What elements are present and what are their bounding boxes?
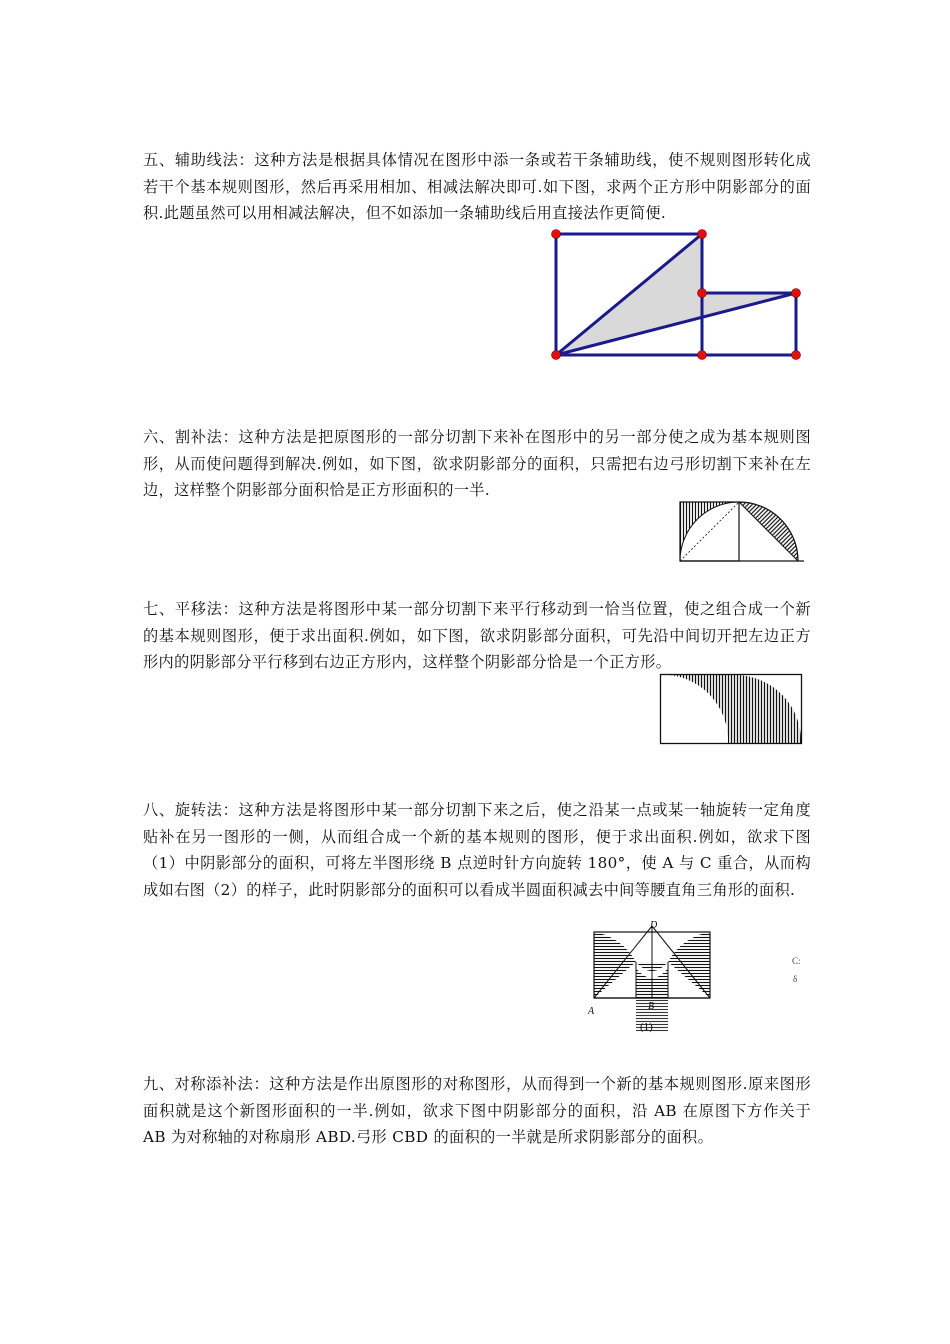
right-shaded-region [732,675,801,743]
figure-cut-and-patch [676,498,808,566]
section-six-text: 六、割补法：这种方法是把原图形的一部分切割下来补在图形中的另一部分使之成为基本规则图形，从而使问题得到解决.例如，如下图，欲求阴影部分的面积，只需把右边弓形切割下来补在左边，这样整个阴影部分面积恰是正方形面积的一半. [143,428,811,499]
side-label-top: C: [792,956,801,966]
label-D: D [650,920,658,931]
label-A: A [588,1006,595,1017]
section-eight-text: 八、旋转法：这种方法是将图形中某一部分切割下来之后，使之沿某一点或某一轴旋转一定角度贴补在另一图形的一侧，从而组合成一个新的基本规则的图形，便于求出面积.例如，欲求下图（1）中阴影部分的面积，可将左半图形绕 B 点逆时针方向旋转 180°，使 A 与 C 重合，从而构成如右图（2）的样子，此时阴影部分的面积可以看成半圆面积减去中间等腰直角三角形的面积. [143,801,811,899]
figure-translation [658,671,806,747]
left-shaded-region [670,675,732,743]
section-five-text: 五、辅助线法：这种方法是根据具体情况在图形中添一条或若干条辅助线，使不规则图形转化成若干个基本规则图形，然后再采用相加、相减法解决即可.如下图，求两个正方形中阴影部分的面积.此题虽然可以用相减法解决，但不如添加一条辅助线后用直接法作更简便. [143,151,811,222]
label-B: B [648,1001,655,1012]
figure-caption: (1) [640,1021,653,1033]
figure-auxiliary-line [548,228,803,363]
figure-rotation [586,918,808,1036]
side-label-bottom: δ [793,974,798,984]
left-shaded-lune [594,932,636,998]
right-shaded-lune [668,932,710,998]
section-nine-text: 九、对称添补法：这种方法是作出原图形的对称图形，从而得到一个新的基本规则图形.原来图形面积就是这个新图形面积的一半.例如，欲求下图中阴影部分的面积，沿 AB 在原图下方作关于 AB 为对称轴的对称扇形 ABD.弓形 CBD 的面积的一半就是所求阴影部分的面积。 [143,1075,811,1146]
section-seven-text: 七、平移法：这种方法是将图形中某一部分切割下来平行移动到一恰当位置，使之组合成一个新的基本规则图形，便于求出面积.例如，如下图，欲求阴影部分面积，可先沿中间切开把左边正方形内的阴影部分平行移到右边正方形内，这样整个阴影部分恰是一个正方形。 [143,600,811,671]
